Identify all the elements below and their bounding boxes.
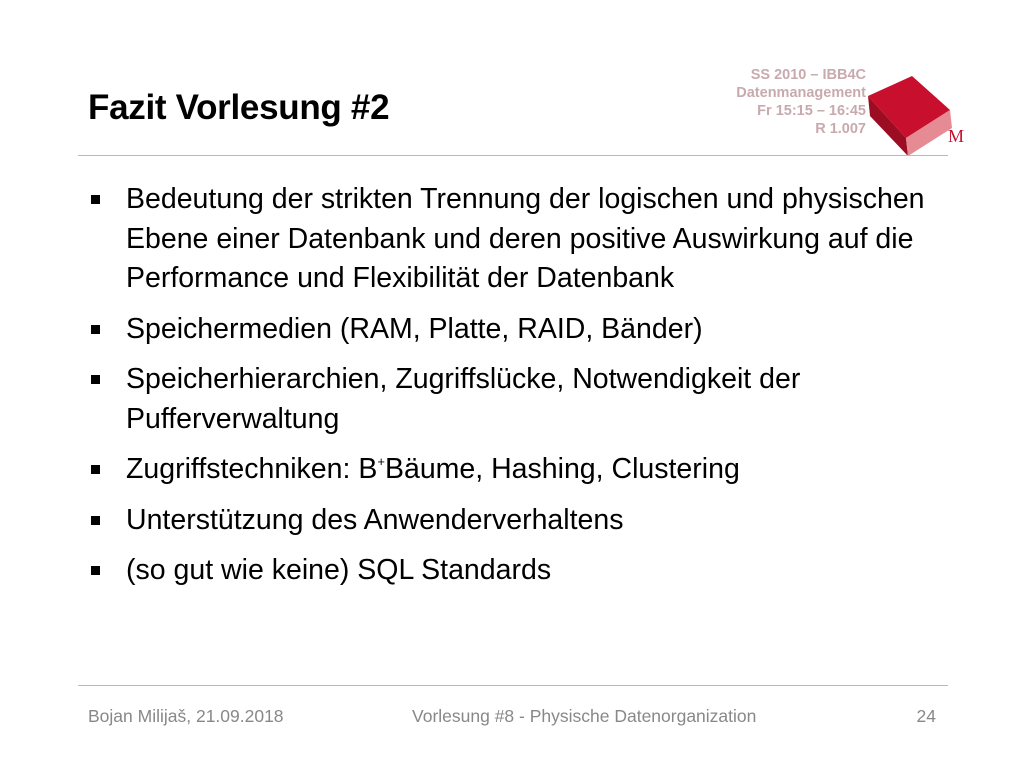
logo-letter: M xyxy=(948,126,965,146)
footer-divider xyxy=(78,685,948,686)
bullet-square-icon xyxy=(91,325,100,334)
bullet-text-post: Bäume, Hashing, Clustering xyxy=(384,453,740,485)
title-divider xyxy=(78,155,948,156)
course-info-line: Datenmanagement xyxy=(736,85,866,101)
footer-author-date: Bojan Milijaš, 21.09.2018 xyxy=(88,706,284,726)
bullet-square-icon xyxy=(91,375,100,384)
bullet-text: Speichermedien (RAM, Platte, RAID, Bänder) xyxy=(126,312,703,345)
bullet-square-icon xyxy=(91,465,100,474)
slide-title: Fazit Vorlesung #2 xyxy=(88,88,390,127)
bullet-item xyxy=(88,501,948,541)
bullet-text: Bedeutung der strikten Trennung der logischen und physischen Ebene einer Datenbank und deren positive Auswirkung auf die Performance und Flexibilität der Datenbank xyxy=(126,183,925,294)
bullet-square-icon xyxy=(91,566,100,575)
bullet-square-icon xyxy=(91,195,100,204)
bullet-text: Speicherhierarchien, Zugriffslücke, Notwendigkeit der Pufferverwaltung xyxy=(126,363,801,435)
bullet-text: Unterstützung des Anwenderverhaltens xyxy=(126,503,624,536)
logo-cube-icon xyxy=(860,66,970,160)
course-info-line: SS 2010 – IBB4C xyxy=(750,67,866,83)
bullet-square-icon xyxy=(91,516,100,525)
bullet-item xyxy=(88,360,948,439)
course-info-line: R 1.007 xyxy=(815,121,866,137)
course-info xyxy=(736,66,866,138)
bullet-superscript: + xyxy=(377,454,385,469)
bullet-item xyxy=(88,551,948,591)
bullet-text: (so gut wie keine) SQL Standards xyxy=(126,554,552,586)
bullet-list xyxy=(88,180,948,602)
bullet-item xyxy=(88,180,948,299)
course-info-line: Fr 15:15 – 16:45 xyxy=(757,103,866,119)
bullet-item xyxy=(88,450,948,490)
footer-page-number: 24 xyxy=(916,706,936,726)
bullet-text-pre: Zugriffstechniken: B xyxy=(126,453,378,485)
bullet-item xyxy=(88,310,948,350)
footer-lecture-title: Vorlesung #8 - Physische Datenorganization xyxy=(412,706,757,726)
